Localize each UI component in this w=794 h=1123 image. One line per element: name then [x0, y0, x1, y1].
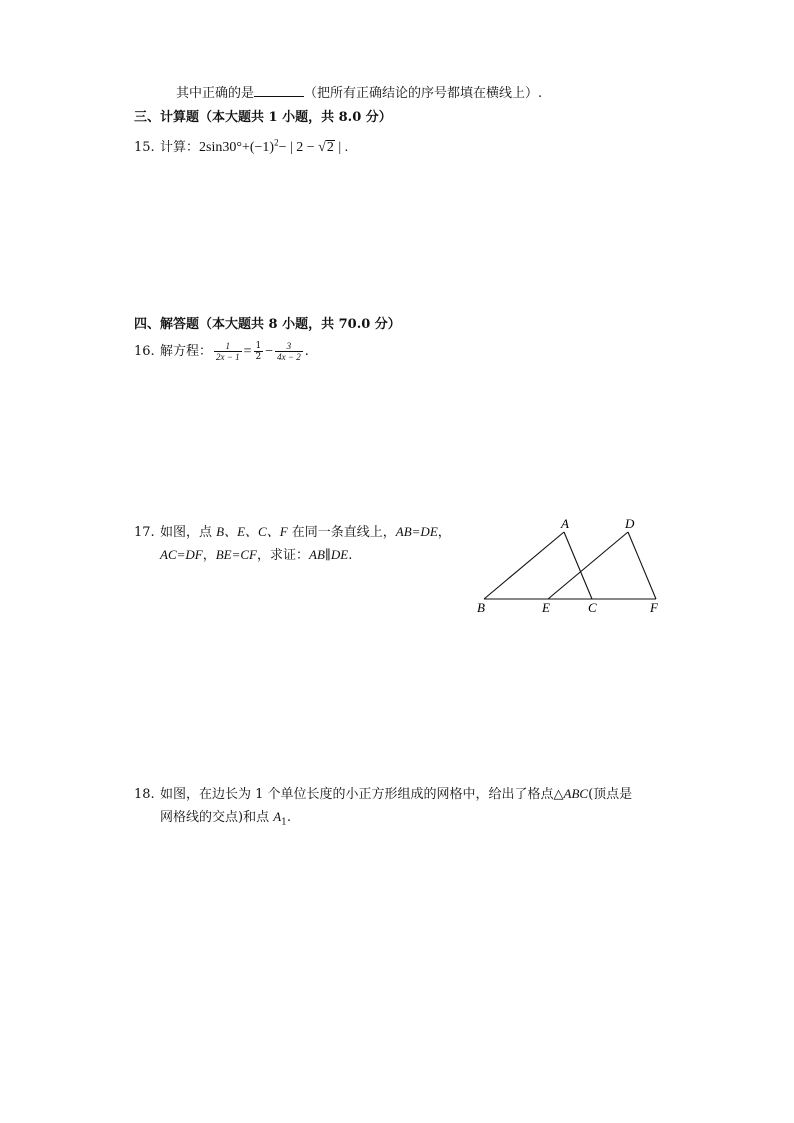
expr-exponent: 2: [274, 137, 279, 148]
sqrt-sign: √: [318, 140, 326, 155]
q17-condition-be-cf: BE=CF: [215, 547, 258, 562]
q17-text: ，求证：: [257, 548, 310, 563]
q18-text: 网格线的交点)和点: [160, 810, 274, 825]
question-16-label: 解方程：: [160, 344, 213, 359]
q17-condition-ab-de: AB=DE: [395, 524, 438, 539]
q17-text: ，: [202, 548, 216, 563]
point-label-a: A: [561, 516, 569, 531]
question-15: [134, 136, 348, 156]
answer-blank[interactable]: [254, 84, 304, 97]
question-16: [134, 340, 309, 362]
q18-point-a1: A: [273, 809, 282, 824]
fraction-1-denominator: 2x − 1: [216, 352, 240, 362]
segment-df: [628, 532, 656, 599]
fraction-2-denominator: 2: [255, 352, 262, 362]
segment-ab: [484, 532, 564, 599]
question-15-label: 计算：: [160, 140, 200, 155]
sqrt-radicand: 2: [326, 140, 334, 155]
q18-text: .: [286, 810, 292, 825]
fraction-3: [275, 341, 303, 362]
q17-text: 在同一条直线上，: [287, 525, 396, 540]
fraction-3-numerator: 3: [286, 341, 292, 351]
fraction-1: [214, 341, 242, 362]
question-16-number: 16.: [134, 344, 155, 359]
q17-text: 如图，点: [160, 525, 217, 540]
question-16-period: .: [304, 344, 309, 359]
point-label-f: F: [650, 600, 658, 615]
expr-part-a: 2sin30°+(−1): [199, 140, 275, 155]
q17-text: .: [348, 548, 353, 563]
question-18-line-2: [160, 806, 291, 828]
q18-text: (顶点是: [588, 787, 633, 802]
question-17-line-1: [134, 521, 451, 540]
q18-triangle-abc: ABC: [563, 786, 589, 801]
question-18-number: 18.: [134, 787, 155, 802]
minus-sign: −: [265, 344, 274, 359]
q17-text: ，: [437, 525, 451, 540]
equals-sign: =: [243, 344, 252, 359]
q18-text: 如图，在边长为 1 个单位长度的小正方形组成的网格中，给出了格点△: [160, 787, 564, 802]
section-4-title: 四、解答题（本大题共 8 小题，共 70.0 分）: [134, 317, 401, 332]
question-17-line-2: [160, 544, 352, 563]
intro-line: [176, 82, 542, 101]
q17-goal: AB∥DE: [309, 547, 349, 562]
expr-part-c: | .: [334, 140, 349, 155]
question-15-expression: [199, 137, 349, 155]
point-label-b: B: [477, 600, 485, 615]
question-18-line-1: [134, 783, 632, 802]
question-15-number: 15.: [134, 140, 155, 155]
q17-condition-ac-df: AC=DF: [160, 547, 203, 562]
point-label-e: E: [542, 600, 550, 615]
q18-point-a1-subscript: 1: [281, 817, 287, 828]
q17-figure: [470, 510, 670, 620]
fraction-2-numerator: 1: [255, 341, 262, 351]
section-3-title: 三、计算题（本大题共 1 小题，共 8.0 分）: [134, 110, 392, 125]
point-label-d: D: [625, 516, 635, 531]
intro-suffix: （把所有正确结论的序号都填在横线上）.: [304, 86, 543, 101]
point-label-c: C: [588, 600, 597, 615]
intro-prefix: 其中正确的是: [176, 86, 255, 101]
fraction-3-denominator: 4x − 2: [277, 352, 301, 362]
fraction-1-numerator: 1: [225, 341, 231, 351]
fraction-2: [254, 341, 264, 362]
q17-points: B、E、C、F: [216, 524, 288, 539]
expr-part-b: − | 2 −: [278, 140, 319, 155]
question-17-number: 17.: [134, 525, 155, 540]
